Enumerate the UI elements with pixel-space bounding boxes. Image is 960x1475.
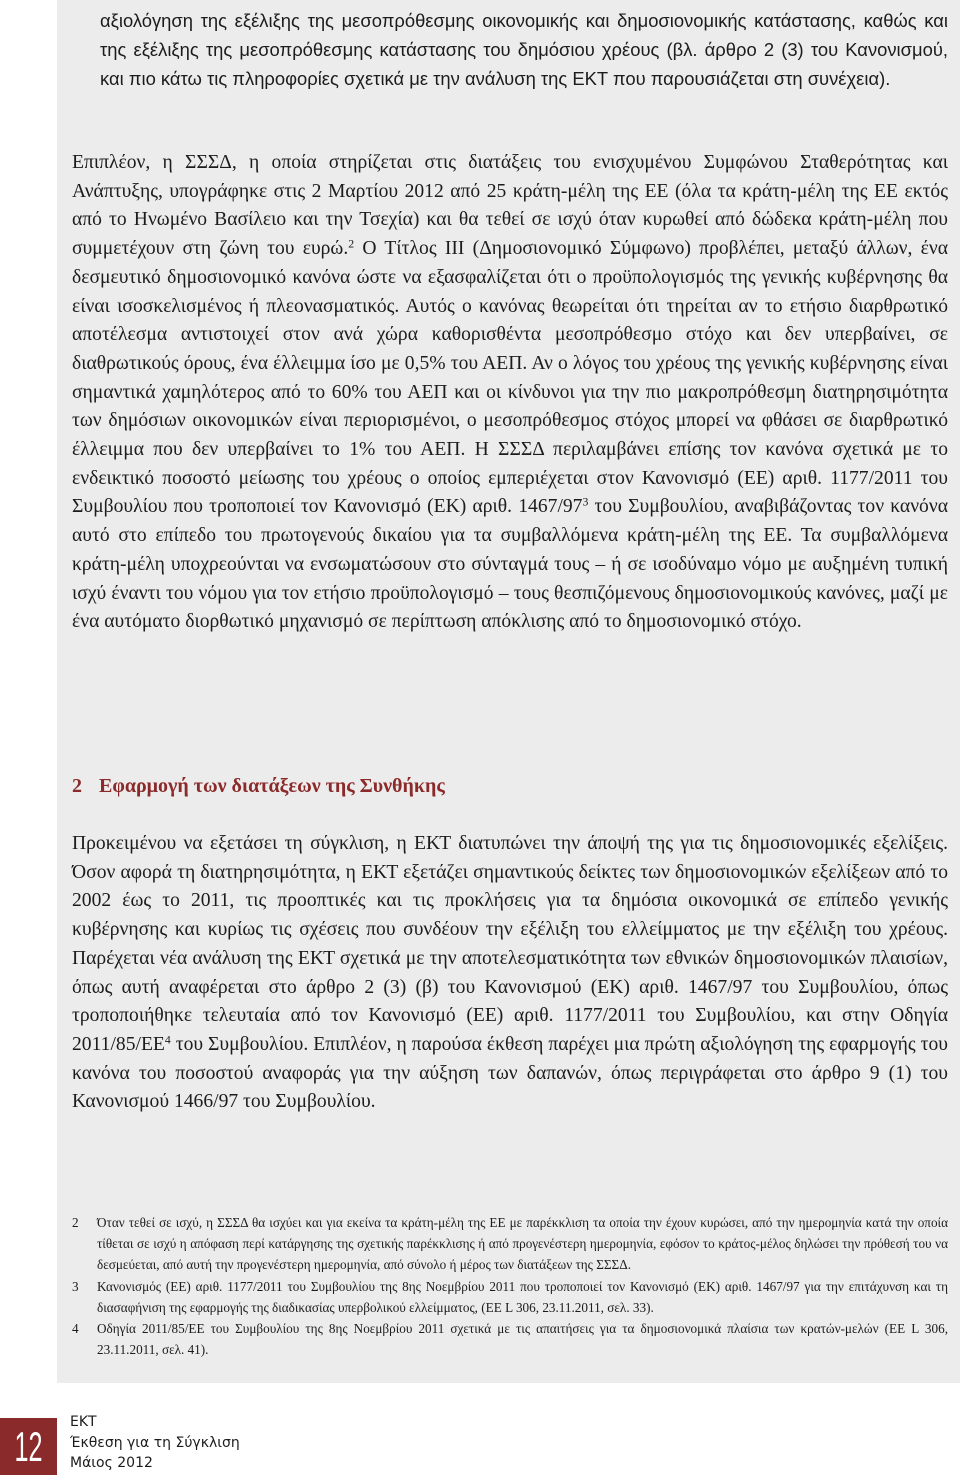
footnote bbox=[72, 1276, 948, 1318]
footnote bbox=[72, 1212, 948, 1276]
footnote-ref[interactable]: 2 bbox=[348, 237, 355, 251]
footer-date: Μάιος 2012 bbox=[70, 1455, 153, 1471]
footnote-text: Όταν τεθεί σε ισχύ, η ΣΣΣΔ θα ισχύει και για εκείνα τα κράτη-μέλη της ΕΕ με παρέκκλιση τα οποία την έχουν κυρώσει, από την ημερομηνία κατά την οποία τίθεται σε ισχύ η απόφαση περί κατάργησης της σχετικής παρέκκλισης ή από προγενέστερη ημερομηνία, εφόσον το κράτος-μέλος δηλώσει την πρόθεσή του να δεσμεύεται, από αυτή την προγενέστερη ημερομηνία, από σύνολο ή μέρος των διατάξεων της ΣΣΣΔ. bbox=[97, 1215, 948, 1273]
footnote-ref[interactable]: 3 bbox=[582, 495, 589, 509]
footer-info bbox=[70, 1412, 240, 1474]
footnote-number: 3 bbox=[72, 1278, 79, 1294]
paragraph-text: Προκειμένου να εξετάσει τη σύγκλιση, η ΕΚΤ διατυπώνει την άποψή της για τις δημοσιονομικές εξελίξεις. Όσον αφορά τη διατηρησιμότητα, η ΕΚΤ εξετάζει σημαντικούς δείκτες των δημοσιονομικών εξελίξεων από το 2002 έως το 2011, τις προοπτικές και τις προκλήσεις για τα δημόσια οικονομικά σε επίπεδο γενικής κυβέρνησης και κυρίως τις σχέσεις που συνδέουν την εξέλιξη του ελλείμματος με την εξέλιξη του χρέους. Παρέχεται νέα ανάλυση της ΕΚΤ σχετικά με την αποτελεσματικότητα των εθνικών δημοσιονομικών πλαισίων, όπως αυτή αναφέρεται στο άρθρο 2 (3) (β) του Κανονισμού (ΕΚ) αριθ. 1467/97 του Συμβουλίου, όπως τροποποιήθηκε τελευταία από τον Κανονισμό (ΕΕ) αριθ. 1177/2011 του Συμβουλίου, και στην Οδηγία 2011/85/ΕΕ bbox=[72, 833, 948, 1055]
section-title: Εφαρμογή των διατάξεων της Συνθήκης bbox=[99, 775, 445, 797]
section-number: 2 bbox=[72, 775, 82, 797]
footnote-number: 2 bbox=[72, 1215, 79, 1230]
paragraph-text: του Συμβουλίου. Επιπλέον, η παρούσα έκθεση παρέχει μια πρώτη αξιολόγηση της εφαρμογής του κανόνα του ποσοστού αναφοράς για την αύξηση των δαπανών, όπως περιγράφεται στο άρθρο 9 (1) του Κανονισμού 1466/97 του Συμβουλίου. bbox=[72, 1033, 948, 1113]
paragraph-text: Ο Τίτλος III (Δημοσιονομικό Σύμφωνο) προβλέπει, μεταξύ άλλων, ένα δεσμευτικό δημοσιονομικό κανόνα ώστε να εξασφαλίζεται ότι ο προϋπολογισμός της γενικής κυβέρνησης θα είναι ισοσκελισμένος ή πλεονασματικός. Αυτός ο κανόνας θεωρείται ότι τηρείται αν το ετήσιο διαρθρωτικό αποτέλεσμα αντιστοιχεί στον ανά χώρα καθορισθέντα μεσοπρόθεσμο στόχο και δεν υπερβαίνει, σε διαθρωτικούς όρους, ένα έλλειμμα ίσο με 0,5% του ΑΕΠ. Αν ο λόγος του χρέους της γενικής κυβέρνησης είναι σημαντικά χαμηλότερος από το 60% του ΑΕΠ και οι κίνδυνοι για την πιο μακροπρόθεσμη διατηρησιμότητα των δημόσιων οικονομικών είναι περιορισμένοι, ο μεσοπρόθεσμος στόχος μπορεί να φθάσει σε διαρθρωτικό έλλειμμα που δεν υπερβαίνει το 1% του ΑΕΠ. Η ΣΣΣΔ περιλαμβάνει επίσης τον κανόνα σχετικά με το ενδεικτικό ποσοστό μείωσης του χρέους ο οποίος εμπεριέχεται στον Κανονισμό (ΕΕ) αριθ. 1177/2011 του Συμβουλίου που τροποποιεί τον Κανονισμό (ΕΚ) αριθ. 1467/97 bbox=[72, 238, 948, 518]
footer-publisher: ΕΚΤ bbox=[70, 1414, 97, 1430]
footnotes-list bbox=[72, 1212, 948, 1360]
paragraph-tscg bbox=[72, 149, 948, 637]
footer-report-title: Έκθεση για τη Σύγκλιση bbox=[70, 1434, 240, 1451]
paragraph-text: του Συμβουλίου, αναβιβάζοντας τον κανόνα αυτό στο επίπεδο του πρωτογενούς δικαίου για τα συμβαλλόμενα κράτη-μέλη της ΕΕ. Τα συμβαλλόμενα κράτη-μέλη υποχρεούνται να ενσωματώσουν στο σύνταγμά τους – ή σε ισοδύναμο νόμο με αυξημένη τυπική ισχύ έναντι του νόμου για τον ετήσιο προϋπολογισμό – τους θεσπιζόμενους δημοσιονομικούς κανόνες, μαζί με ένα αυτόματο διορθωτικό μηχανισμό σε περίπτωση απόκλισης από το δημοσιονομικό στόχο. bbox=[72, 496, 948, 633]
paragraph-treaty-application bbox=[72, 830, 948, 1117]
footnote-ref[interactable]: 4 bbox=[164, 1033, 171, 1047]
paragraph-text: Επιπλέον, η ΣΣΣΔ, η οποία στηρίζεται στις διατάξεις του ενισχυμένου Συμφώνου Σταθερότητας και Ανάπτυξης, υπογράφηκε στις 2 Μαρτίου 2012 από 25 κράτη-μέλη της ΕΕ (όλα τα κράτη-μέλη της ΕΕ εκτός από το Ηνωμένο Βασίλειο και την Τσεχία) και θα τεθεί σε ισχύ όταν κυρωθεί από δώδεκα κράτη-μέλη που συμμετέχουν στη ζώνη του ευρώ. bbox=[72, 152, 948, 260]
footnote-text: Κανονισμός (ΕΕ) αριθ. 1177/2011 του Συμβουλίου της 8ης Νοεμβρίου 2011 που τροποποιεί τον Κανονισμό (ΕΚ) αριθ. 1467/97 για την επιτάχυνση και τη διασαφήνιση της εφαρμογής της διαδικασίας υπερβολικού ελλείμματος, (ΕΕ L 306, 23.11.2011, σελ. 33). bbox=[97, 1278, 948, 1315]
footnote bbox=[72, 1318, 948, 1360]
page-number: 12 bbox=[14, 1423, 43, 1470]
section-heading bbox=[72, 775, 445, 798]
footnote-number: 4 bbox=[72, 1321, 79, 1337]
footnote-text: Οδηγία 2011/85/ΕΕ του Συμβουλίου της 8ης Νοεμβρίου 2011 σχετικά με τις απαιτήσεις για τα δημοσιονομικά πλαίσια των κρατών-μελών (ΕΕ L 306, 23.11.2011, σελ. 41). bbox=[97, 1321, 948, 1358]
intro-paragraph: αξιολόγηση της εξέλιξης της μεσοπρόθεσμης οικονομικής και δημοσιονομικής κατάστασης, καθώς και της εξέλιξης της μεσοπρόθεσμης κατάστασης του δημόσιου χρέους (βλ. άρθρο 2 (3) του Κανονισμού, και πιο κάτω τις πληροφορίες σχετικά με την ανάλυση της ΕΚΤ που παρουσιάζεται στη συνέχεια). bbox=[100, 10, 948, 89]
